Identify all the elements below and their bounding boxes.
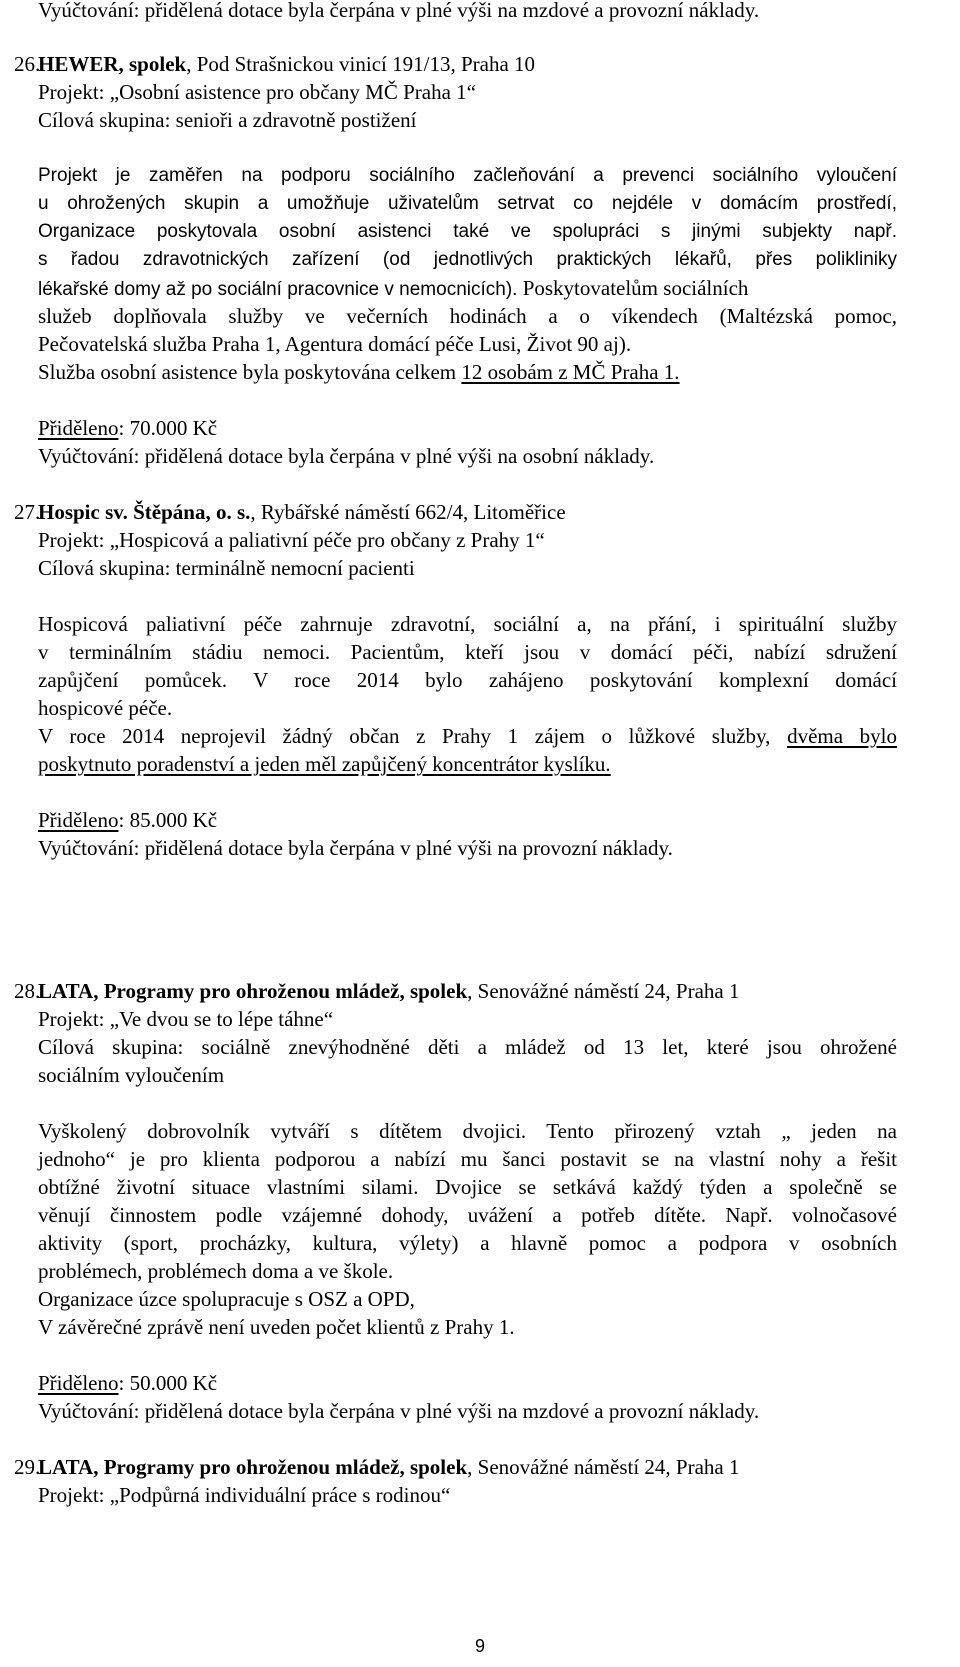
entry-27-paragraph2-line xyxy=(38,722,897,750)
entry-27-paragraph-line: Hospicová paliativní péče zahrnuje zdravotní, sociální a, na přání, i spirituální služby xyxy=(38,612,897,636)
entry-28-billing: Vyúčtování: přidělená dotace byla čerpána v plné výši na mzdové a provozní náklady. xyxy=(38,1399,760,1423)
entry-29-project: Projekt: „Podpůrná individuální práce s rodinou“ xyxy=(38,1483,451,1507)
entry-26-address: , Pod Strašnickou vinicí 191/13, Praha 10 xyxy=(186,52,536,76)
entry-26-paragraph-line: Pečovatelská služba Praha 1, Agentura domácí péče Lusi, Život 90 aj). xyxy=(38,332,632,356)
entry-26-paragraph-line: Poskytovatelům sociálních xyxy=(517,276,749,300)
entry-26-target: Cílová skupina: senioři a zdravotně postižení xyxy=(38,108,417,132)
entry-28-target: sociálním vyloučením xyxy=(38,1063,225,1087)
entry-26-number: 26. xyxy=(14,52,41,76)
entry-26-allocated-label: Přiděleno xyxy=(38,416,119,440)
entry-28-number: 28. xyxy=(14,979,41,1003)
entry-28-allocated xyxy=(38,1369,217,1397)
entry-26-paragraph-line-mixed xyxy=(38,274,897,304)
entry-29-address: , Senovážné náměstí 24, Praha 1 xyxy=(467,1455,740,1479)
entry-28-org-name: LATA, Programy pro ohroženou mládež, spolek xyxy=(38,979,468,1003)
entry-26-service-count: 12 osobám z MČ Praha 1. xyxy=(461,360,680,384)
entry-26-heading xyxy=(38,50,535,78)
entry-27-paragraph-line: hospicové péče. xyxy=(38,696,173,720)
entry-26-paragraph-line: Organizace poskytovala osobní asistenci také ve spolupráci s jinými subjekty např. xyxy=(38,221,897,242)
top-billing-line: Vyúčtování: přidělená dotace byla čerpána v plné výši na mzdové a provozní náklady. xyxy=(38,0,760,22)
entry-27-allocated-label: Přiděleno xyxy=(38,808,119,832)
entry-28-project: Projekt: „Ve dvou se to lépe táhne“ xyxy=(38,1007,334,1031)
entry-26-service-line xyxy=(38,358,680,386)
entry-26-paragraph-line: služeb doplňovala služby ve večerních hodinách a o víkendech (Maltézská pomoc, xyxy=(38,304,897,328)
page-number: 9 xyxy=(474,1636,485,1656)
entry-26-allocated-value: : 70.000 Kč xyxy=(118,416,218,440)
entry-26-project: Projekt: „Osobní asistence pro občany MČ Praha 1“ xyxy=(38,80,476,104)
entry-29-heading xyxy=(38,1453,739,1481)
entry-27-paragraph-line: zapůjčení pomůcek. V roce 2014 bylo zahájeno poskytování komplexní domácí xyxy=(38,668,897,692)
entry-27-target: Cílová skupina: terminálně nemocní pacienti xyxy=(38,556,415,580)
entry-29-org-name: LATA, Programy pro ohroženou mládež, spolek xyxy=(38,1455,468,1479)
entry-26-allocated xyxy=(38,414,217,442)
entry-28-paragraph-line: Organizace úzce spolupracuje s OSZ a OPD, xyxy=(38,1287,415,1311)
entry-27-allocated-value: : 85.000 Kč xyxy=(118,808,218,832)
entry-27-org-name: Hospic sv. Štěpána, o. s. xyxy=(38,500,251,524)
entry-28-paragraph-line: věnují činnostem podle vzájemné dohody, uvážení a potřeb dítěte. Např. volnočasové xyxy=(38,1203,897,1227)
entry-27-paragraph-line: v terminálním stádiu nemoci. Pacientům, kteří jsou v domácí péči, nabízí sdružení xyxy=(38,640,897,664)
entry-28-paragraph-line: V závěrečné zprávě není uveden počet klientů z Prahy 1. xyxy=(38,1315,515,1339)
entry-27-paragraph2-text: V roce 2014 neprojevil žádný občan z Prahy 1 zájem o lůžkové služby, xyxy=(38,724,788,748)
entry-26-service-text: Služba osobní asistence byla poskytována celkem xyxy=(38,360,462,384)
entry-28-heading xyxy=(38,977,739,1005)
entry-29-number: 29. xyxy=(14,1455,41,1479)
entry-28-paragraph-line: obtížné životní situace vlastními silami. Dvojice se setkává každý týden a společně se xyxy=(38,1175,897,1199)
entry-26-paragraph-line: lékařské domy až po sociální pracovnice v nemocnicích). xyxy=(38,279,518,300)
entry-27-paragraph2-underlined: poskytnuto poradenství a jeden měl zapůjčený koncentrátor kyslíku. xyxy=(38,752,611,776)
entry-28-address: , Senovážné náměstí 24, Praha 1 xyxy=(467,979,740,1003)
entry-27-billing: Vyúčtování: přidělená dotace byla čerpána v plné výši na provozní náklady. xyxy=(38,836,673,860)
entry-27-project: Projekt: „Hospicová a paliativní péče pro občany z Prahy 1“ xyxy=(38,528,545,552)
entry-27-number: 27. xyxy=(14,500,41,524)
entry-26-paragraph-line: u ohrožených skupin a umožňuje uživatelům setrvat co nejdéle v domácím prostředí, xyxy=(38,193,897,214)
entry-28-target: Cílová skupina: sociálně znevýhodněné děti a mládež od 13 let, které jsou ohrožené xyxy=(38,1035,897,1059)
entry-27-paragraph2-underlined: dvěma bylo xyxy=(787,724,897,748)
entry-26-paragraph-line: s řadou zdravotnických zařízení (od jednotlivých praktických lékařů, přes polikliniky xyxy=(38,249,897,270)
entry-27-heading xyxy=(38,498,566,526)
entry-26-paragraph-line: Projekt je zaměřen na podporu sociálního začleňování a prevenci sociálního vyloučení xyxy=(38,165,897,186)
entry-28-allocated-value: : 50.000 Kč xyxy=(118,1371,218,1395)
entry-28-paragraph-line: problémech, problémech doma a ve škole. xyxy=(38,1259,394,1283)
entry-28-paragraph-line: Vyškolený dobrovolník vytváří s dítětem dvojici. Tento přirozený vztah „ jeden na xyxy=(38,1119,897,1143)
entry-27-paragraph2-line xyxy=(38,750,611,778)
entry-26-billing: Vyúčtování: přidělená dotace byla čerpána v plné výši na osobní náklady. xyxy=(38,444,655,468)
entry-28-allocated-label: Přiděleno xyxy=(38,1371,119,1395)
entry-26-org-name: HEWER, spolek xyxy=(38,52,187,76)
entry-27-allocated xyxy=(38,806,217,834)
entry-28-paragraph-line: aktivity (sport, procházky, kultura, výlety) a hlavně pomoc a podpora v osobních xyxy=(38,1231,897,1255)
entry-27-address: , Rybářské náměstí 662/4, Litoměřice xyxy=(250,500,566,524)
entry-28-paragraph-line: jednoho“ je pro klienta podporou a nabízí mu šanci postavit se na vlastní nohy a řešit xyxy=(38,1147,897,1171)
